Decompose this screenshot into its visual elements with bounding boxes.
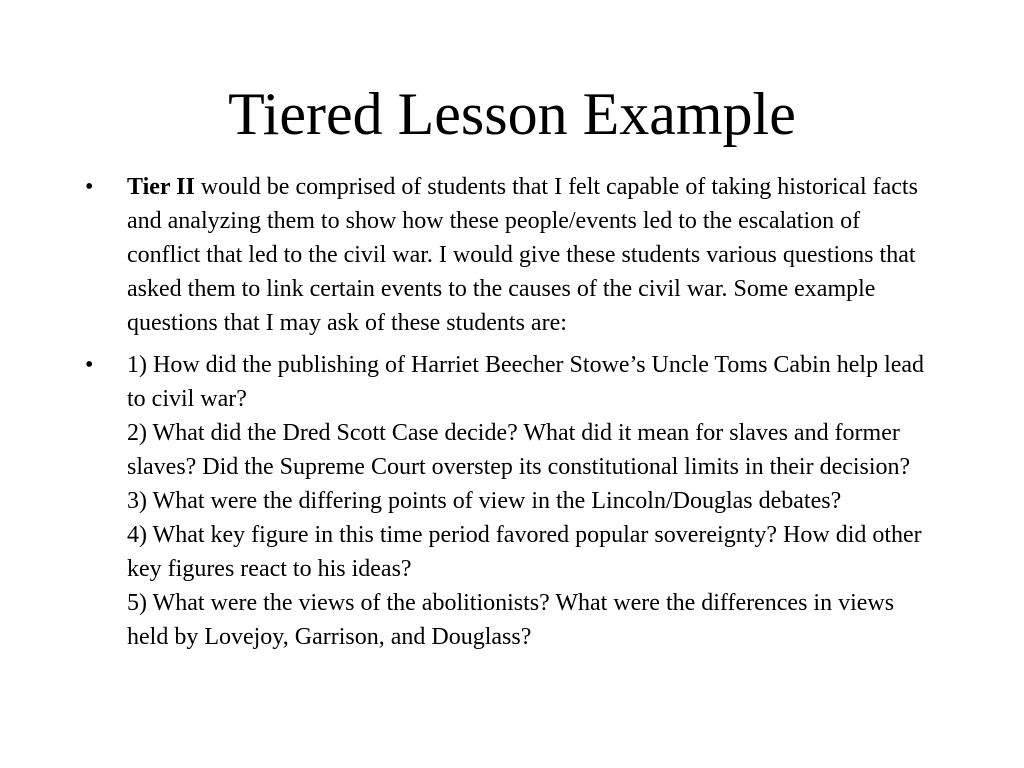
bullet-item-questions xyxy=(85,348,935,654)
question-3: 3) What were the differing points of view in the Lincoln/Douglas debates? xyxy=(127,488,842,514)
bullet-marker: • xyxy=(85,174,94,200)
bullet-item-tier-ii xyxy=(85,170,935,340)
slide-title: Tiered Lesson Example xyxy=(228,81,796,147)
question-1: 1) How did the publishing of Harriet Beecher Stowe’s Uncle Toms Cabin help lead to civil war? xyxy=(127,352,925,412)
bullet-marker: • xyxy=(85,352,94,378)
question-5: 5) What were the views of the abolitionists? What were the differences in views held by Lovejoy, Garrison, and Douglass? xyxy=(127,590,895,650)
bullet-list xyxy=(85,170,935,662)
tier-description: would be comprised of students that I felt capable of taking historical facts and analyzing them to show how these people/events led to the escalation of conflict that led to the civil war. I would give these students various questions that asked them to link certain events to the causes of the civil war. Some example questions that I may ask of these students are: xyxy=(127,174,918,336)
question-2: 2) What did the Dred Scott Case decide? What did it mean for slaves and former slaves? Did the Supreme Court overstep its constitutional limits in their decision? xyxy=(127,420,911,480)
question-4: 4) What key figure in this time period favored popular sovereignty? How did other key figures react to his ideas? xyxy=(127,522,922,582)
tier-label: Tier II xyxy=(127,174,195,200)
